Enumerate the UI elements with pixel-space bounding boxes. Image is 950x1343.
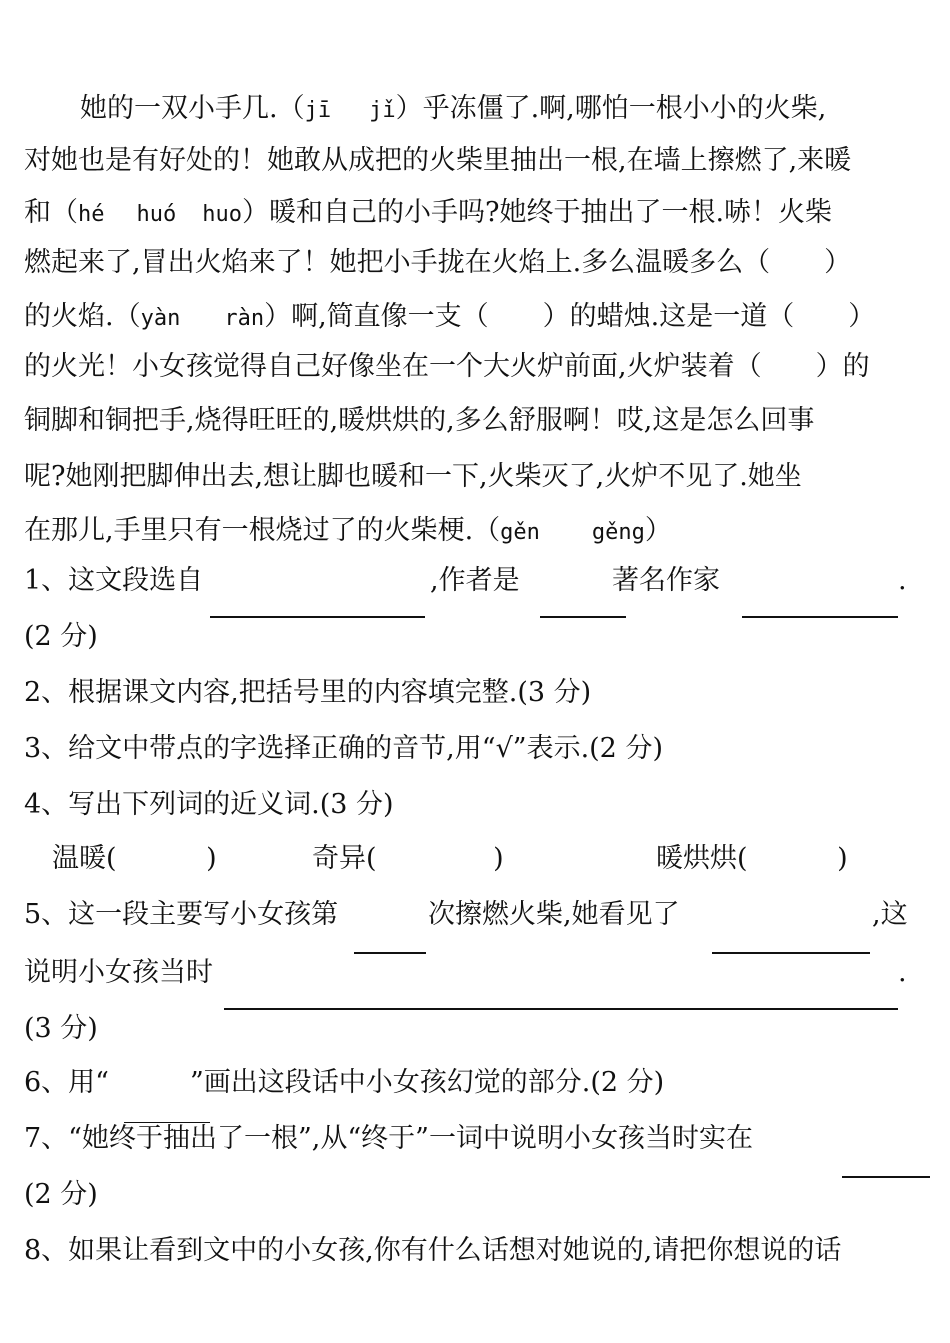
question-1-score: (2 分) — [24, 621, 98, 652]
question-5-period: . — [898, 957, 907, 988]
question-1-writer-label: 著名作家 — [612, 565, 720, 596]
passage-line-5: 的火焰.（yàn ràn）啊,简直像一支（ ）的蜡烛.这是一道（ ） — [24, 301, 876, 332]
passage-line-2: 对她也是有好处的！她敢从成把的火柴里抽出一根,在墙上擦燃了,来暖 — [24, 145, 852, 176]
question-1-period: . — [898, 565, 907, 596]
question-5-score: (3 分) — [24, 1013, 98, 1044]
passage-line-8: 呢?她刚把脚伸出去,想让脚也暖和一下,火柴灭了,火炉不见了.她坐 — [24, 461, 802, 492]
passage-line-4: 燃起来了,冒出火焰来了！她把小手拢在火焰上.多么温暖多么（ ） — [24, 247, 852, 278]
question-1-blank-country[interactable] — [540, 616, 626, 618]
question-3: 3、给文中带点的字选择正确的音节,用“√”表示.(2 分) — [24, 733, 663, 764]
question-5-blank-explain[interactable] — [224, 1008, 898, 1010]
question-7: 7、“她终于抽出了一根”,从“终于”一词中说明小女孩当时实在 — [24, 1123, 753, 1154]
question-2: 2、根据课文内容,把括号里的内容填完整.(3 分) — [24, 677, 592, 708]
question-4-word-1[interactable]: 温暖( ) — [52, 843, 217, 874]
question-5-prefix: 5、这一段主要写小女孩第 — [24, 899, 339, 930]
question-4-word-3[interactable]: 暖烘烘( ) — [656, 843, 848, 874]
passage-line-6: 的火光！小女孩觉得自己好像坐在一个大火炉前面,火炉装着（ ）的 — [24, 351, 870, 382]
question-8: 8、如果让看到文中的小女孩,你有什么话想对她说的,请把你想说的话 — [24, 1235, 842, 1266]
question-5-blank-saw[interactable] — [712, 952, 870, 954]
question-1-author-label: ,作者是 — [430, 565, 520, 596]
question-7-score: (2 分) — [24, 1179, 98, 1210]
question-5-blank-count[interactable] — [354, 952, 426, 954]
passage-line-1: 她的一双小手几.（jī jǐ）乎冻僵了.啊,哪怕一根小小的火柴, — [80, 93, 827, 124]
passage-line-7: 铜脚和铜把手,烧得旺旺的,暖烘烘的,多么舒服啊！哎,这是怎么回事 — [24, 405, 815, 436]
question-5-middle: 次擦燃火柴,她看见了 — [428, 899, 680, 930]
question-4-word-2[interactable]: 奇异( ) — [312, 843, 504, 874]
question-7-blank[interactable] — [842, 1176, 930, 1178]
question-5-suffix: ,这 — [872, 899, 908, 930]
question-1-prefix: 1、这文段选自 — [24, 565, 204, 596]
passage-line-9: 在那儿,手里只有一根烧过了的火柴梗.（gěn gěng） — [24, 515, 672, 546]
question-4: 4、写出下列词的近义词.(3 分) — [24, 789, 394, 820]
passage-line-3: 和（hé huó huo）暖和自己的小手吗?她终于抽出了一根.哧！火柴 — [24, 197, 833, 228]
question-1-blank-source[interactable] — [210, 616, 425, 618]
question-5-line-2: 说明小女孩当时 — [24, 957, 213, 988]
question-6: 6、用“ ”画出这段话中小女孩幻觉的部分.(2 分) — [24, 1067, 665, 1098]
question-1-blank-author[interactable] — [742, 616, 898, 618]
